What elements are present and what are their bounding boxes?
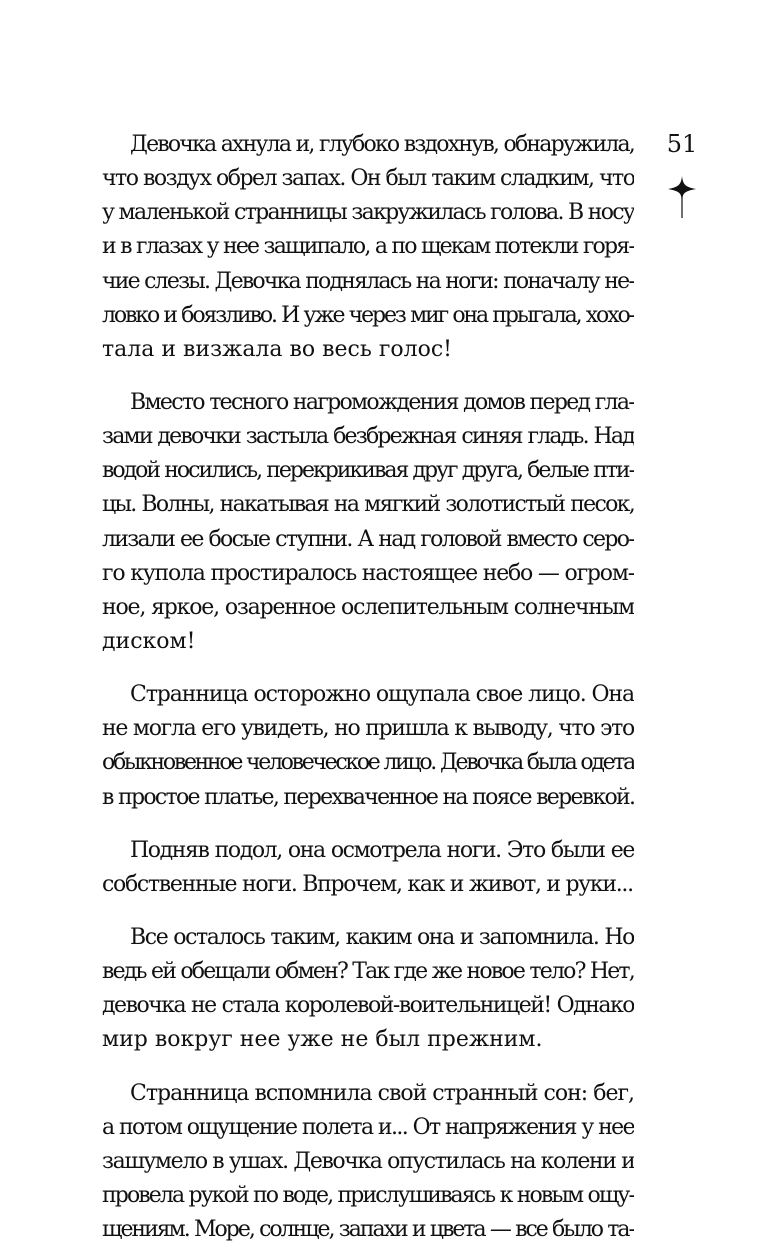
text-line: Подняв подол, она осмотрела ноги. Это были ее bbox=[130, 837, 634, 863]
text-line: цы. Волны, накатывая на мягкий золотистый песок, bbox=[102, 492, 634, 518]
text-line: зами девочки застыла безбрежная синяя гладь. Над bbox=[102, 424, 634, 450]
text-line: Девочка ахнула и, глубоко вздохнув, обнаружила, bbox=[130, 132, 634, 157]
text-line: обыкновенное человеческое лицо. Девочка была одета bbox=[102, 750, 634, 776]
text-line: лизали ее босые ступни. А над головой вместо серо- bbox=[102, 526, 634, 552]
text-line: Вместо тесного нагромождения домов перед гла- bbox=[130, 389, 634, 415]
text-line: собственные ноги. Впрочем, как и живот, и руки... bbox=[102, 871, 633, 897]
text-line: не могла его увидеть, но пришла к выводу, что это bbox=[102, 716, 634, 742]
text-line: провела рукой по воде, прислушиваясь к новым ощу- bbox=[102, 1182, 634, 1208]
text-line: чие слезы. Девочка поднялась на ноги: поначалу не- bbox=[102, 268, 634, 294]
text-line: а потом ощущение полета и... От напряжения у нее bbox=[102, 1114, 634, 1140]
text-line: зашумело в ушах. Девочка опустилась на колени и bbox=[102, 1148, 634, 1174]
paragraph bbox=[102, 386, 634, 659]
text-line: девочка не стала королевой-воительницей! Однако bbox=[102, 993, 634, 1019]
text-line: ное, яркое, озаренное ослепительным солнечным bbox=[102, 594, 634, 620]
text-line: мир вокруг нее уже не был прежним. bbox=[102, 1027, 543, 1053]
text-line: водой носились, перекрикивая друг друга, белые пти- bbox=[102, 458, 634, 484]
text-line: ведь ей обещали обмен? Так где же новое тело? Нет, bbox=[102, 959, 634, 985]
body-text bbox=[102, 128, 634, 1247]
text-line: тала и визжала во весь голос! bbox=[102, 336, 452, 362]
text-line: и в глазах у нее защипало, а по щекам потекли горя- bbox=[102, 234, 634, 260]
text-line: что воздух обрел запах. Он был таким сладким, что bbox=[102, 166, 634, 192]
text-line: го купола простиралось настоящее небо — огром- bbox=[102, 560, 634, 586]
paragraph bbox=[102, 1077, 634, 1247]
text-line: у маленькой странницы закружилась голова. В носу bbox=[102, 200, 634, 226]
text-line: щениям. Море, солнце, запахи и цвета — все было та- bbox=[102, 1217, 634, 1243]
text-line: ловко и боязливо. И уже через миг она прыгала, хохо- bbox=[102, 302, 634, 328]
paragraph bbox=[102, 834, 634, 902]
page-number: 51 bbox=[666, 130, 698, 158]
text-line: диском! bbox=[102, 628, 196, 654]
text-line: Странница осторожно ощупала свое лицо. Она bbox=[130, 682, 634, 708]
text-line: Странница вспомнила свой странный сон: бег, bbox=[130, 1080, 634, 1106]
text-line: Все осталось таким, каким она и запомнила. Но bbox=[130, 924, 634, 950]
paragraph bbox=[102, 678, 634, 815]
text-line: в простое платье, перехваченное на поясе веревкой. bbox=[102, 784, 634, 810]
paragraph bbox=[102, 921, 634, 1058]
paragraph bbox=[102, 128, 634, 367]
four-point-star-icon bbox=[666, 176, 698, 218]
